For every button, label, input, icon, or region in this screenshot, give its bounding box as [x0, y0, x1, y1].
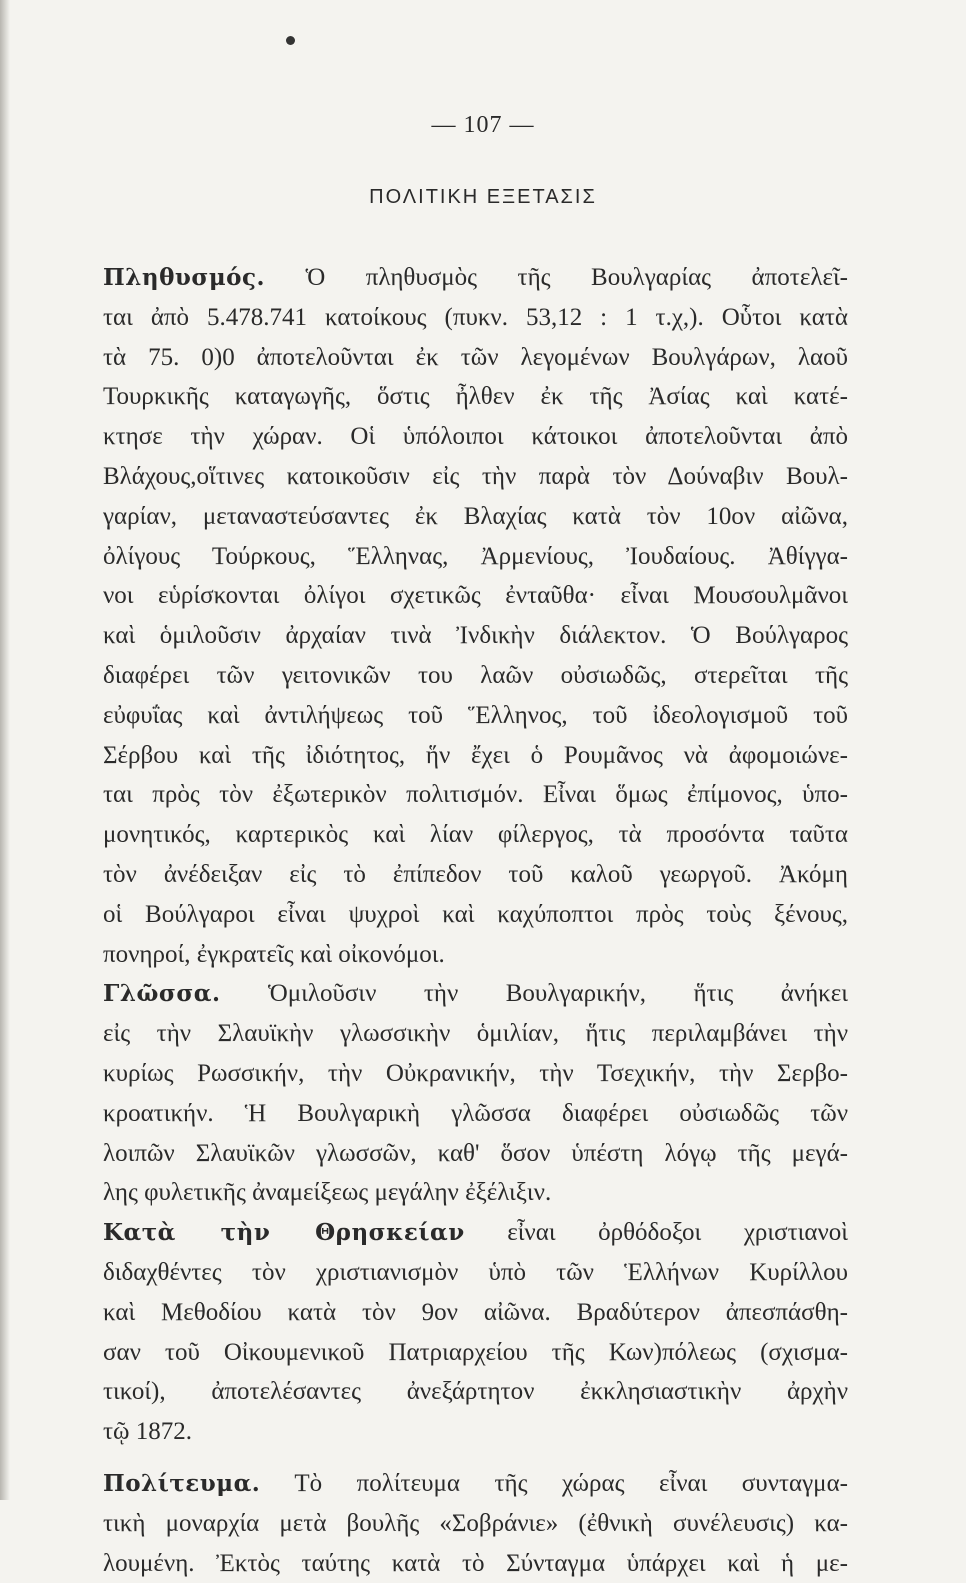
paragraph-line: ται πρὸς τὸν ἐξωτερικὸν πολιτισμόν. Εἶναι ὅμως ἐπίμονος, ὑπο-	[103, 775, 848, 815]
paragraph-line: σαν τοῦ Οἰκουμενικοῦ Πατριαρχείου τῆς Κων)πόλεως (σχισμα-	[103, 1333, 848, 1373]
paragraph-line: εἰς τὴν Σλαυϊκὴν γλωσσικὴν ὁμιλίαν, ἥτις περιλαμβάνει τὴν	[103, 1014, 848, 1054]
paragraph-line: ὀλίγους Τούρκους, Ἕλληνας, Ἀρμενίους, Ἰουδαίους. Ἀθίγγα-	[103, 537, 848, 577]
paragraph-line: Πολίτευμα. Τὸ πολίτευμα τῆς χώρας εἶναι συνταγμα-	[103, 1464, 848, 1504]
paragraph-line: διδαχθέντες τὸν χριστιανισμὸν ὑπὸ τῶν Ἑλλήνων Κυρίλλου	[103, 1253, 848, 1293]
paragraph-line: πονηροί, ἐγκρατεῖς καὶ οἰκονόμοι.	[103, 935, 848, 975]
paragraph-line: κροατικήν. Ἡ Βουλγαρικὴ γλῶσσα διαφέρει οὐσιωδῶς τῶν	[103, 1094, 848, 1134]
paragraph-line: εὐφυΐας καὶ ἀντιλήψεως τοῦ Ἕλληνος, τοῦ ἰδεολογισμοῦ τοῦ	[103, 696, 848, 736]
paragraph-line: Πληθυσμός. Ὁ πληθυσμὸς τῆς Βουλγαρίας ἀποτελεῖ-	[103, 258, 848, 298]
paragraph-line: τικὴ μοναρχία μετὰ βουλῆς «Σοβράνιε» (ἐθνικὴ συνέλευσις) κα-	[103, 1504, 848, 1544]
paragraph-line: καὶ ὁμιλοῦσιν ἀρχαίαν τινὰ Ἰνδικὴν διάλεκτον. Ὁ Βούλγαρος	[103, 616, 848, 656]
paragraph-line: λης φυλετικῆς ἀναμείξεως μεγάλην ἐξέλιξιν.	[103, 1173, 848, 1213]
paragraph-line: Σέρβου καὶ τῆς ἰδιότητος, ἥν ἔχει ὁ Ρουμᾶνος νὰ ἀφομοιώνε-	[103, 736, 848, 776]
paragraph-line: τὸν ἀνέδειξαν εἰς τὸ ἐπίπεδον τοῦ καλοῦ γεωργοῦ. Ἀκόμη	[103, 855, 848, 895]
paragraph-line: Γλῶσσα. Ὁμιλοῦσιν τὴν Βουλγαρικήν, ἥτις ἀνήκει	[103, 974, 848, 1014]
paragraph-line: κτησε τὴν χώραν. Οἱ ὑπόλοιποι κάτοικοι ἀποτελοῦνται ἀπὸ	[103, 417, 848, 457]
paragraph-line: ται ἀπὸ 5.478.741 κατοίκους (πυκν. 53,12 : 1 τ.χ,). Οὗτοι κατὰ	[103, 298, 848, 338]
section-title: ΠΟΛΙΤΙΚΗ ΕΞΕΤΑΣΙΣ	[0, 186, 966, 209]
paragraph-line: Βλάχους,οἵτινες κατοικοῦσιν εἰς τὴν παρὰ τὸν Δούναβιν Βουλ-	[103, 457, 848, 497]
paragraph-heading: Γλῶσσα.	[103, 980, 220, 1007]
paragraph-line: τὰ 75. 0)0 ἀποτελοῦνται ἐκ τῶν λεγομένων Βουλγάρων, λαοῦ	[103, 338, 848, 378]
paragraph-line: κυρίως Ρωσσικήν, τὴν Οὐκρανικήν, τὴν Τσεχικήν, τὴν Σερβο-	[103, 1054, 848, 1094]
ink-dot	[286, 36, 295, 45]
paragraph-heading: Πληθυσμός.	[103, 264, 265, 291]
paragraph-line: τικοί), ἀποτελέσαντες ἀνεξάρτητον ἐκκλησιαστικὴν ἀρχὴν	[103, 1372, 848, 1412]
paragraph-line: οἱ Βούλγαροι εἶναι ψυχροὶ καὶ καχύποπτοι πρὸς τοὺς ξένους,	[103, 895, 848, 935]
page-spine-shadow	[0, 0, 10, 1500]
paragraph-line: Τουρκικῆς καταγωγῆς, ὅστις ἦλθεν ἐκ τῆς Ἀσίας καὶ κατέ-	[103, 377, 848, 417]
paragraph-line: νοι εὑρίσκονται ὀλίγοι σχετικῶς ἐνταῦθα· εἶναι Μουσουλμᾶνοι	[103, 576, 848, 616]
paragraph-heading: Πολίτευμα.	[103, 1470, 260, 1497]
page-number: — 107 —	[0, 112, 966, 139]
paragraph-line: μονητικός, καρτερικὸς καὶ λίαν φίλεργος, τὰ προσόντα ταῦτα	[103, 815, 848, 855]
body-text	[103, 258, 848, 1583]
paragraph-line: Κατὰ τὴν Θρησκείαν εἶναι ὀρθόδοξοι χριστιανοὶ	[103, 1213, 848, 1253]
paragraph-line: τῷ 1872.	[103, 1412, 848, 1452]
paragraph-line: διαφέρει τῶν γειτονικῶν του λαῶν οὐσιωδῶς, στερεῖται τῆς	[103, 656, 848, 696]
paragraph-line: γαρίαν, μεταναστεύσαντες ἐκ Βλαχίας κατὰ τὸν 10ον αἰῶνα,	[103, 497, 848, 537]
paragraph-line: καὶ Μεθοδίου κατὰ τὸν 9ον αἰῶνα. Βραδύτερον ἀπεσπάσθη-	[103, 1293, 848, 1333]
paragraph-line: λοιπῶν Σλαυϊκῶν γλωσσῶν, καθ' ὅσον ὑπέστη λόγῳ τῆς μεγά-	[103, 1134, 848, 1174]
paragraph-line: λουμένη. Ἐκτὸς ταύτης κατὰ τὸ Σύνταγμα ὑπάρχει καὶ ἡ με-	[103, 1544, 848, 1583]
paragraph-heading: Κατὰ τὴν Θρησκείαν	[103, 1219, 465, 1246]
